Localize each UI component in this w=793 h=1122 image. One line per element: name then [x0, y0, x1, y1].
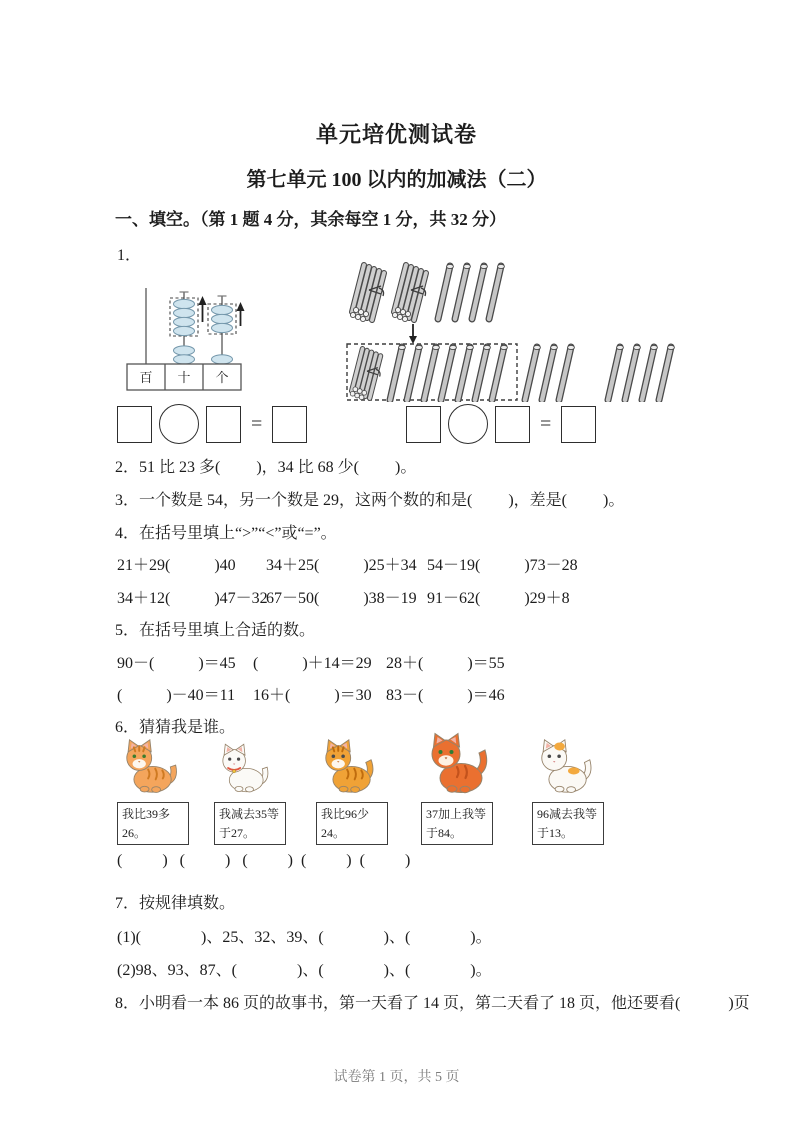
cat-column-3	[316, 738, 388, 845]
cat-column-4	[421, 732, 493, 845]
question-4: 4．在括号里填上“>”“<”或“=”。	[115, 525, 337, 542]
equals-sign: =	[540, 412, 552, 435]
cat-caption-box: 37加上我等于84。	[421, 802, 493, 845]
answer-square	[406, 406, 441, 443]
question-3: 3．一个数是 54，另一个数是 29，这两个数的和是( )，差是( )。	[115, 492, 625, 509]
single-stick	[492, 345, 507, 400]
cat-image-orange-striped-kitten	[316, 738, 380, 794]
fill-blank-item: 90－( )＝45	[117, 655, 236, 672]
single-stick	[472, 264, 487, 319]
muzzle	[133, 759, 146, 768]
q6-answer-blanks: ( ) ( ) ( ) ( ) ( )	[117, 852, 411, 869]
q7-sequence-2: (2)98、93、87、( )、( )、( )。	[117, 962, 492, 979]
stick-bundle	[350, 265, 384, 322]
single-stick	[642, 345, 657, 400]
single-stick	[608, 345, 623, 400]
fill-blank-item: 28＋( )＝55	[386, 655, 505, 672]
q7-sequence-1: (1)( )、25、32、39、( )、( )。	[117, 929, 492, 946]
fill-blank-item: ( )－40＝11	[117, 687, 236, 704]
cat-column-2	[214, 742, 286, 845]
single-stick	[407, 345, 422, 400]
muzzle	[332, 759, 345, 768]
down-arrow-icon	[409, 324, 417, 344]
stick-bundle	[392, 265, 426, 322]
fill-blank-item: 83－( )＝46	[386, 687, 505, 704]
comparison-item: 34＋12( )47－32	[117, 590, 268, 607]
comparison-item: 54－19( )73－28	[427, 557, 578, 574]
comparison-item: 34＋25( )25＋34	[266, 557, 417, 574]
cat-image-white-patch-cat	[532, 738, 596, 794]
q4-compare-row-1	[117, 552, 578, 575]
q5-fill-row-1	[117, 650, 505, 673]
single-stick	[438, 264, 453, 319]
page-title: 单元培优测试卷	[315, 122, 477, 147]
collar-bell	[233, 770, 236, 773]
comparison-item: 67－50( )38－19	[266, 590, 417, 607]
cat-image-red-orange-cat	[421, 732, 493, 794]
comparison-item: 21＋29( )40	[117, 557, 236, 574]
counting-sticks-figure	[345, 260, 677, 402]
answer-square	[206, 406, 241, 443]
answer-square	[272, 406, 307, 443]
q5-fill-row-2	[117, 682, 505, 705]
page-footer: 试卷第 1 页，共 5 页	[333, 1070, 460, 1085]
comparison-item: 91－62( )29＋8	[427, 590, 570, 607]
single-stick	[424, 345, 439, 400]
cat-caption-box: 我比96少24。	[316, 802, 388, 845]
stick-bundle	[350, 349, 380, 400]
equation-row-right	[406, 404, 596, 444]
cat-caption-box: 我减去35等于27。	[214, 802, 286, 845]
cat-column-1	[117, 738, 189, 845]
answer-square	[117, 406, 152, 443]
section-heading: 一、填空。（第 1 题 4 分，其余每空 1 分，共 32 分）	[115, 210, 506, 229]
q4-compare-row-2	[117, 585, 570, 608]
single-stick	[489, 264, 504, 319]
abacus-figure	[126, 278, 246, 392]
fill-blank-item: ( )＋14＝29	[253, 655, 372, 672]
single-stick	[542, 345, 557, 400]
cat-image-orange-tabby-kitten	[117, 738, 181, 794]
unit-subtitle: 第七单元 100 以内的加减法（二）	[246, 169, 547, 191]
cat-column-5	[532, 738, 604, 845]
muzzle	[439, 755, 454, 765]
single-stick	[441, 345, 456, 400]
equals-sign: =	[251, 412, 263, 435]
cat-image-white-kitten	[214, 742, 272, 794]
cat-caption-box: 96减去我等于13。	[532, 802, 604, 845]
fur-patch	[568, 767, 580, 774]
single-stick	[458, 345, 473, 400]
place-label-ones: 个	[215, 370, 229, 385]
question-5: 5．在括号里填上合适的数。	[115, 622, 316, 639]
operator-circle	[448, 404, 488, 444]
question-1-label: 1．	[117, 247, 142, 264]
answer-square	[561, 406, 596, 443]
single-stick	[475, 345, 490, 400]
question-6: 6．猜猜我是谁。	[115, 719, 236, 736]
place-label-hundreds: 百	[139, 370, 153, 385]
fur-patch	[554, 742, 565, 750]
single-stick	[455, 264, 470, 319]
cat-caption-box: 我比39多26。	[117, 802, 189, 845]
fill-blank-item: 16＋( )＝30	[253, 687, 372, 704]
single-stick	[559, 345, 574, 400]
single-stick	[390, 345, 405, 400]
place-label-tens: 十	[177, 370, 191, 385]
question-7: 7．按规律填数。	[115, 895, 236, 912]
question-8: 8．小明看一本 86 页的故事书，第一天看了 14 页，第二天看了 18 页，他还要看( )页	[115, 995, 750, 1012]
single-stick	[625, 345, 640, 400]
up-arrow-icon	[237, 302, 245, 326]
equation-row-left	[117, 404, 307, 444]
single-stick	[525, 345, 540, 400]
single-stick	[659, 345, 674, 400]
up-arrow-icon	[199, 296, 207, 322]
operator-circle	[159, 404, 199, 444]
question-2: 2．51 比 23 多( )，34 比 68 少( )。	[115, 459, 417, 476]
answer-square	[495, 406, 530, 443]
